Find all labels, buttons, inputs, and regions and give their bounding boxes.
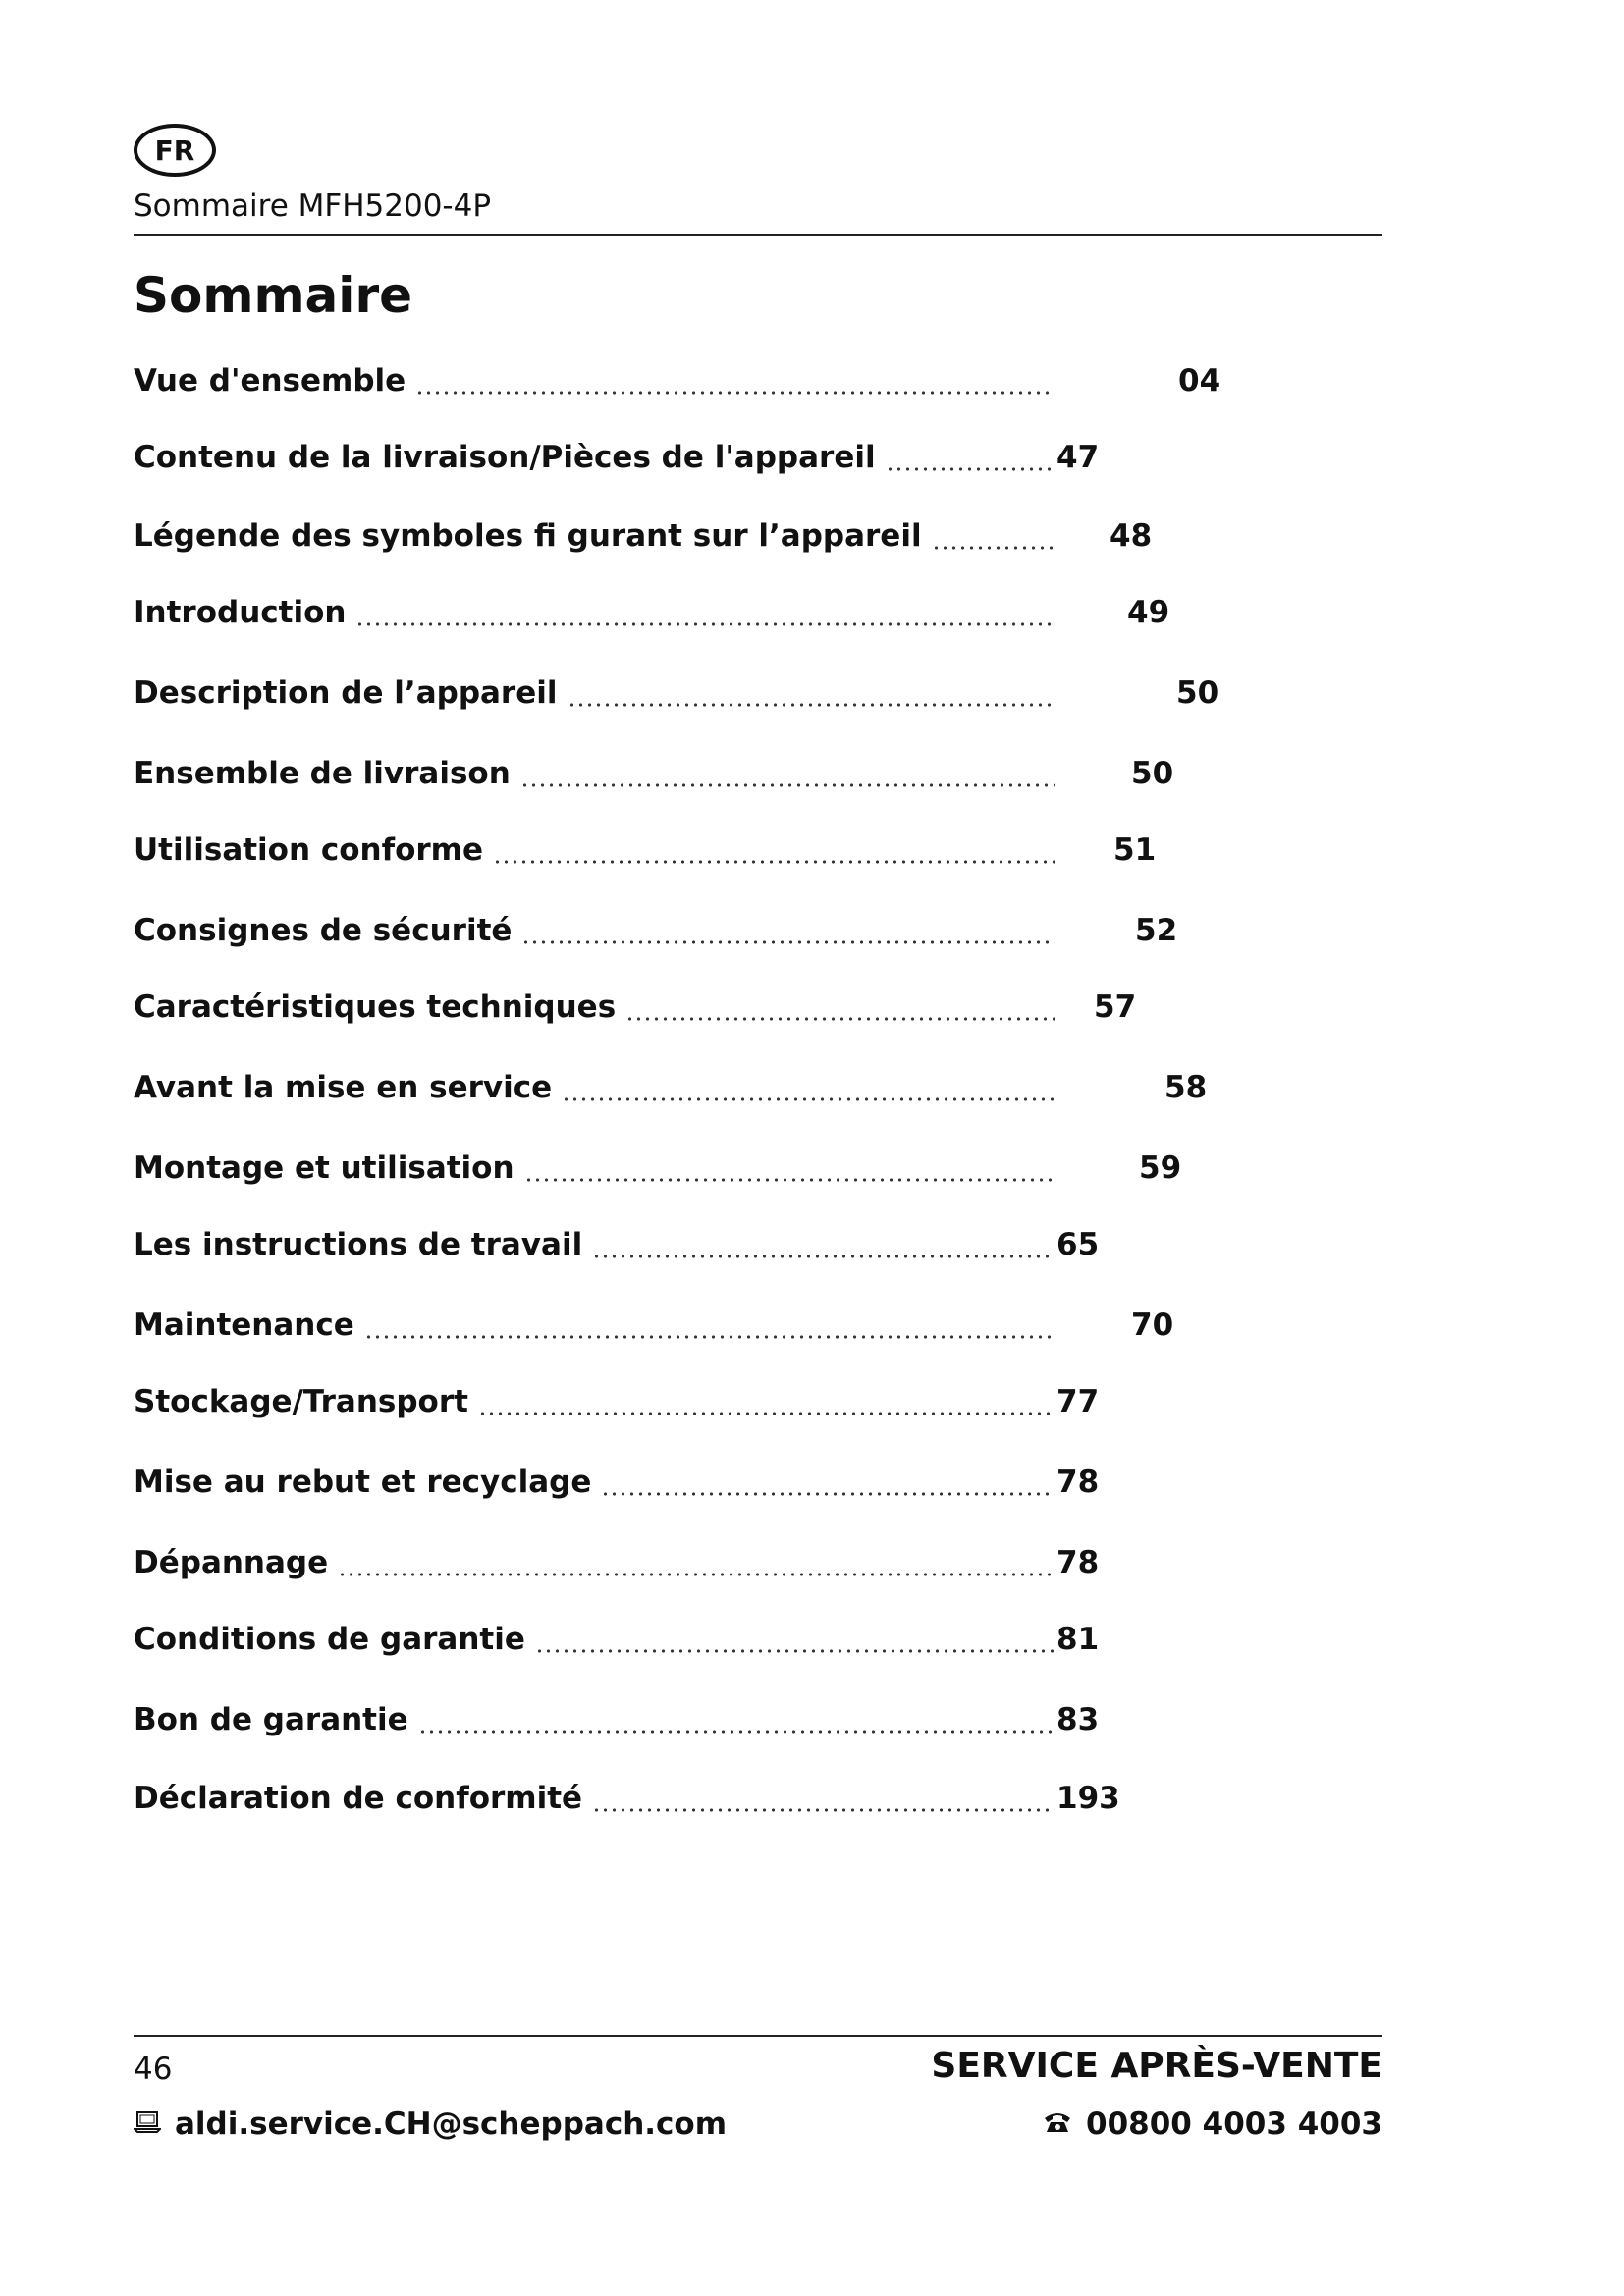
toc-entry	[134, 1150, 1214, 1190]
running-head: Sommaire MFH5200-4P	[134, 188, 492, 224]
toc-entry-title: Déclaration de conformité	[134, 1781, 583, 1816]
toc-entry-title: Mise au rebut et recyclage	[134, 1465, 592, 1500]
page-number: 46	[134, 2052, 173, 2087]
toc-entry-title: Contenu de la livraison/Pièces de l'appareil	[134, 440, 876, 475]
toc-entry-page: 50	[1131, 756, 1174, 791]
toc-dot-leader	[493, 860, 1055, 864]
service-title: SERVICE APRÈS-VENTE	[931, 2046, 1382, 2086]
toc-entry-title: Caractéristiques techniques	[134, 989, 617, 1025]
toc-entry-title: Légende des symboles fi gurant sur l’appareil	[134, 518, 922, 554]
toc-dot-leader	[535, 1649, 1055, 1653]
toc-entry	[134, 913, 1214, 952]
toc-entry-page: 83	[1056, 1702, 1100, 1737]
toc-entry	[134, 595, 1214, 634]
laptop-icon	[134, 2107, 161, 2142]
toc-dot-leader	[338, 1573, 1055, 1576]
toc-entry-title: Les instructions de travail	[134, 1227, 583, 1262]
toc-dot-leader	[415, 391, 1055, 395]
toc-dot-leader	[592, 1255, 1055, 1258]
service-email-text: aldi.service.CH@scheppach.com	[175, 2107, 728, 2142]
language-code: FR	[154, 133, 195, 167]
toc-dot-leader	[592, 1808, 1055, 1812]
toc-dot-leader	[562, 1097, 1055, 1101]
toc-dot-leader	[520, 783, 1055, 787]
toc-entry-page: 77	[1056, 1384, 1100, 1419]
toc-entry	[134, 363, 1221, 402]
toc-entry-title: Consignes de sécurité	[134, 913, 513, 948]
toc-dot-leader	[886, 467, 1055, 471]
service-email	[134, 2107, 727, 2142]
footer-rule	[134, 2035, 1382, 2037]
toc-entry	[134, 1545, 1214, 1584]
toc-entry	[134, 1465, 1214, 1504]
toc-entry-page: 78	[1056, 1545, 1100, 1580]
toc-dot-leader	[601, 1492, 1055, 1496]
toc-entry-title: Stockage/Transport	[134, 1384, 468, 1419]
toc-entry-title: Dépannage	[134, 1545, 329, 1580]
toc-entry-title: Conditions de garantie	[134, 1622, 525, 1657]
toc-entry	[134, 440, 1214, 479]
toc-entry-page: 58	[1164, 1070, 1208, 1105]
toc-entry-page: 49	[1127, 595, 1170, 630]
header-rule	[134, 234, 1382, 236]
language-badge	[134, 124, 216, 177]
toc-entry-title: Maintenance	[134, 1308, 354, 1343]
toc-entry	[134, 1227, 1214, 1266]
toc-entry-title: Bon de garantie	[134, 1702, 408, 1737]
toc-dot-leader	[625, 1017, 1055, 1021]
toc-entry-page: 59	[1139, 1150, 1182, 1186]
toc-dot-leader	[524, 1178, 1055, 1182]
toc-entry	[134, 1702, 1214, 1741]
toc-entry-title: Utilisation conforme	[134, 832, 483, 868]
toc-entry	[134, 518, 1214, 558]
toc-entry-page: 65	[1056, 1227, 1100, 1262]
toc-entry-title: Montage et utilisation	[134, 1150, 514, 1186]
toc-entry-page: 193	[1056, 1781, 1120, 1816]
service-phone-text: 00800 4003 4003	[1086, 2107, 1382, 2142]
service-phone	[1043, 2107, 1382, 2142]
toc-entry	[134, 989, 1214, 1029]
toc-entry	[134, 1308, 1214, 1347]
page-title: Sommaire	[134, 267, 413, 324]
telephone-icon	[1043, 2107, 1072, 2142]
toc-dot-leader	[932, 546, 1055, 550]
toc-entry-title: Vue d'ensemble	[134, 363, 406, 399]
toc-dot-leader	[478, 1412, 1055, 1415]
toc-entry	[134, 1622, 1214, 1661]
toc-entry-page: 04	[1178, 363, 1221, 399]
toc-entry-page: 51	[1113, 832, 1157, 868]
toc-dot-leader	[568, 703, 1055, 707]
toc-entry-page: 81	[1056, 1622, 1100, 1657]
toc-entry	[134, 675, 1219, 715]
toc-entry	[134, 1781, 1214, 1820]
toc-entry-page: 57	[1094, 989, 1137, 1025]
toc-entry	[134, 1070, 1214, 1109]
toc-dot-leader	[418, 1730, 1055, 1734]
toc-entry	[134, 1384, 1214, 1423]
toc-entry	[134, 756, 1214, 795]
toc-dot-leader	[364, 1335, 1055, 1339]
toc-entry-title: Description de l’appareil	[134, 675, 558, 711]
toc-entry-page: 70	[1131, 1308, 1174, 1343]
toc-entry-page: 50	[1176, 675, 1219, 711]
toc-entry-title: Introduction	[134, 595, 347, 630]
toc-dot-leader	[355, 622, 1055, 626]
toc-entry-title: Ensemble de livraison	[134, 756, 511, 791]
toc-entry	[134, 832, 1214, 872]
toc-entry-page: 47	[1056, 440, 1100, 475]
toc-entry-page: 48	[1110, 518, 1153, 554]
toc-entry-page: 52	[1135, 913, 1178, 948]
toc-entry-page: 78	[1056, 1465, 1100, 1500]
toc-dot-leader	[521, 940, 1055, 944]
toc-entry-title: Avant la mise en service	[134, 1070, 553, 1105]
